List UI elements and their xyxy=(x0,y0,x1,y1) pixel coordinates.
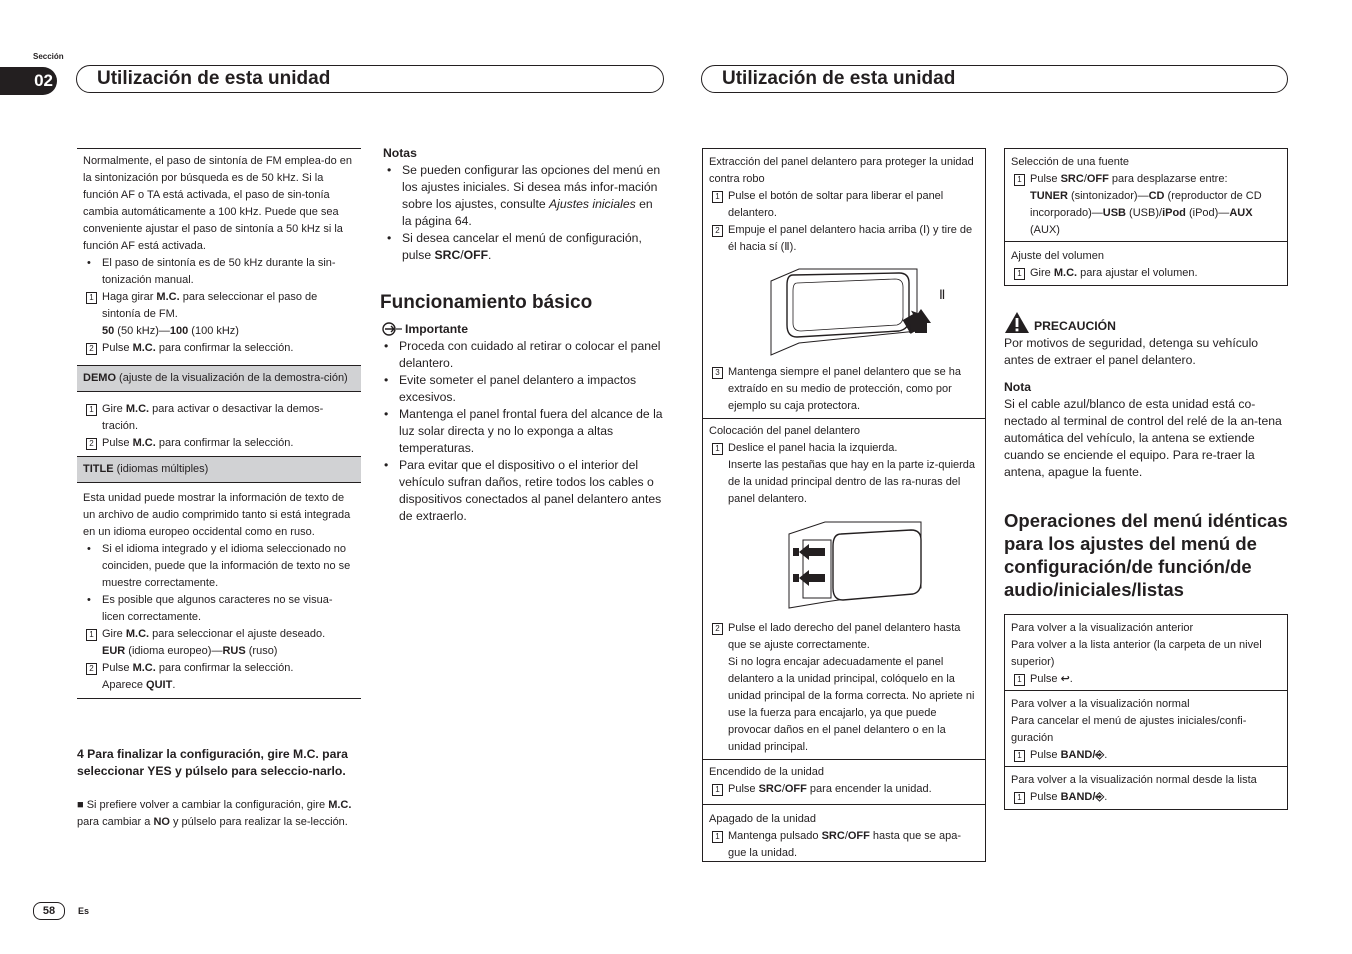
menu-operations-heading: Operaciones del menú idénticas para los ajustes del menú de configuración/de función/de audio/iniciales/listas xyxy=(1004,510,1288,600)
left-page-title: Utilización de esta unidad xyxy=(76,65,664,93)
language-code: Es xyxy=(78,906,90,916)
title-header: TITLE (idiomas múltiples) xyxy=(77,456,361,483)
note-1: • Se pueden configurar las opciones del menú en los ajustes iniciales. Si desea más infor-mación sobre los ajustes, consulte Ajustes iniciales en la página 64. xyxy=(383,162,665,230)
warning-icon xyxy=(1004,311,1030,334)
panel-removal-illustration xyxy=(767,261,947,357)
escape-icon: /⎆ xyxy=(1092,749,1105,761)
list-normal-section xyxy=(1005,766,1287,806)
removal-section xyxy=(703,149,985,415)
step-4: 4 Para finalizar la configuración, gire M.C. para seleccionar YES y púlselo para seleccio-narlo. xyxy=(77,747,348,778)
back-icon: ↩ xyxy=(1060,673,1070,685)
title-bullet-1: • Si el idioma integrado y el idioma seleccionado no coinciden, puede que la información de texto no se muestre correctamente. xyxy=(83,541,355,592)
menu-operations-box xyxy=(1004,614,1288,810)
power-on-section xyxy=(703,759,985,800)
attach-step-1: 1 Deslice el panel hacia la izquierda. Inserte las pestañas que hay en la parte iz-quierda de la unidad principal dentro de las ra-nuras del panel delantero. xyxy=(709,440,979,508)
normal-step: 1 Pulse BAND/⎆. xyxy=(1011,747,1281,764)
note-text: Si el cable azul/blanco de esta unidad está co-nectado al terminal de control del relé de la an-tena automática del vehículo, la antena se extiende cuando se enciende el equipo. Para re-traer la antena, apague la fuente. xyxy=(1004,397,1282,479)
important-1: • Proceda con cuidado al retirar o colocar el panel delantero. xyxy=(380,338,665,372)
back-line-2: Para volver a la lista anterior (la carpeta de un nivel superior) xyxy=(1011,639,1262,668)
source-select-step: 1 Pulse SRC/OFF para desplazarse entre: TUNER (sintonizador)—CD (reproductor de CD incorporado)—USB (USB)/iPod (iPod)—AUX (AUX) xyxy=(1011,171,1281,239)
important-2: • Evite someter el panel delantero a impactos excesivos. xyxy=(380,372,665,406)
attach-section xyxy=(703,418,985,756)
step-4-note: ■ Si prefiere volver a cambiar la configuración, gire M.C. para cambiar a NO y púlselo para realizar la se-lección. xyxy=(77,799,352,828)
normal-line-2: Para cancelar el menú de ajustes iniciales/confi-guración xyxy=(1011,715,1247,744)
demo-header: DEMO (ajuste de la visualización de la demostra-ción) xyxy=(77,365,361,392)
demo-section xyxy=(77,392,361,454)
removal-title: Extracción del panel delantero para proteger la unidad contra robo xyxy=(709,156,974,185)
escape-icon: /⎆ xyxy=(1092,791,1105,803)
back-line-1: Para volver a la visualización anterior xyxy=(1011,622,1194,634)
notes-column xyxy=(383,145,665,264)
removal-step-2: 2 Empuje el panel delantero hacia arriba (Ⅰ) y tire de él hacia sí (Ⅱ). xyxy=(709,222,979,256)
volume-step: 1 Gire M.C. para ajustar el volumen. xyxy=(1011,265,1281,282)
caution-title: PRECAUCIÓN xyxy=(1034,319,1116,333)
title-step-1: 1 Gire M.C. para seleccionar el ajuste deseado. EUR (idioma europeo)—RUS (ruso) xyxy=(83,626,355,660)
important-3: • Mantenga el panel frontal fuera del alcance de la luz solar directa y no lo exponga a altas temperaturas. xyxy=(380,406,665,457)
power-off-step: 1 Mantenga pulsado SRC/OFF hasta que se apa-gue la unidad. xyxy=(709,828,979,862)
note-title: Nota xyxy=(1004,380,1032,394)
caution-text: Por motivos de seguridad, detenga su vehículo antes de extraer el panel delantero. xyxy=(1004,336,1259,367)
power-on-step: 1 Pulse SRC/OFF para encender la unidad. xyxy=(709,781,979,798)
power-off-title: Apagado de la unidad xyxy=(709,813,817,825)
fm-step-section xyxy=(77,148,361,361)
removal-step-1: 1 Pulse el botón de soltar para liberar el panel delantero. xyxy=(709,188,979,222)
right-page-title: Utilización de esta unidad xyxy=(701,65,1288,93)
caution-header xyxy=(1004,311,1288,335)
removal-figure xyxy=(709,256,979,364)
attach-title: Colocación del panel delantero xyxy=(709,425,861,437)
title-section xyxy=(77,483,361,699)
panel-attach-illustration xyxy=(785,518,925,610)
fm-step-bullet: • El paso de sintonía es de 50 kHz durante la sin-tonización manual. xyxy=(83,255,355,289)
settings-column xyxy=(77,148,361,699)
note-2: • Si desea cancelar el menú de configuración, pulse SRC/OFF. xyxy=(383,230,665,264)
removal-step-3: 3 Mantenga siempre el panel delantero que se ha extraído en su medio de protección, como por ejemplo su caja protectora. xyxy=(709,364,979,415)
caution-section xyxy=(1004,311,1288,481)
demo-step-1: 1 Gire M.C. para activar o desactivar la demos-tración. xyxy=(83,401,355,435)
back-section xyxy=(1005,615,1287,688)
fm-step-2: 2 Pulse M.C. para confirmar la selección. xyxy=(83,340,355,357)
fm-step-1: 1 Haga girar M.C. para seleccionar el paso de sintonía de FM. 50 (50 kHz)—100 (100 kHz) xyxy=(83,289,355,340)
front-panel-procedures xyxy=(702,148,986,862)
source-select-section xyxy=(1005,149,1287,241)
title-description: Esta unidad puede mostrar la información de texto de un archivo de audio comprimido tanto si está integrada en un idioma europeo occidental como en ruso. xyxy=(83,492,351,538)
importante-section xyxy=(380,321,665,525)
source-select-title: Selección de una fuente xyxy=(1011,156,1130,168)
demo-step-2: 2 Pulse M.C. para confirmar la selección. xyxy=(83,435,355,452)
basic-operation-heading: Funcionamiento básico xyxy=(380,292,593,313)
list-step: 1 Pulse BAND/⎆. xyxy=(1011,789,1281,806)
figure-label-I: Ⅰ xyxy=(908,321,912,336)
important-4: • Para evitar que el dispositivo o el interior del vehículo sufran daños, retire todos los cables o dispositivos conectados al panel delantero antes de extraerlo. xyxy=(380,457,665,525)
title-bullet-2: • Es posible que algunos caracteres no se visua-licen correctamente. xyxy=(83,592,355,626)
importante-title: Importante xyxy=(380,321,665,338)
title-step-2: 2 Pulse M.C. para confirmar la selección. Aparece QUIT. xyxy=(83,660,355,694)
page-number: 58 xyxy=(33,902,65,920)
section-label: Sección xyxy=(33,52,64,61)
attach-figure xyxy=(709,508,979,620)
notes-title: Notas xyxy=(383,146,417,160)
volume-section xyxy=(1005,241,1287,282)
volume-title: Ajuste del volumen xyxy=(1011,250,1104,262)
normal-display-section xyxy=(1005,690,1287,764)
figure-label-II: Ⅱ xyxy=(939,287,946,302)
power-on-title: Encendido de la unidad xyxy=(709,766,824,778)
fm-step-description: Normalmente, el paso de sintonía de FM emplea-do en la sintonización por búsqueda es de 50 kHz. Si la función AF o TA está activada, el paso de sin-tonía cambia automáticamente a 100 kHz. Puede que sea conveniente ajustar el paso de sintonía a 50 kHz si la función AF está activada. xyxy=(83,155,353,252)
back-step: 1 Pulse ↩. xyxy=(1011,671,1281,688)
normal-line-1: Para volver a la visualización normal xyxy=(1011,698,1190,710)
attach-step-2: 2 Pulse el lado derecho del panel delantero hasta que se ajuste correctamente. Si no logra encajar adecuadamente el panel delantero a la unidad principal, colóquelo en la unidad principal de la forma correcta. No apriete ni use la fuerza para encajarlo, ya que puede provocar daños en el panel delantero o en la unidad principal. xyxy=(709,620,979,756)
list-line-1: Para volver a la visualización normal desde la lista xyxy=(1011,774,1257,786)
power-off-section xyxy=(703,804,985,862)
section-number-badge: 02 xyxy=(0,67,57,95)
source-volume-box xyxy=(1004,148,1288,286)
